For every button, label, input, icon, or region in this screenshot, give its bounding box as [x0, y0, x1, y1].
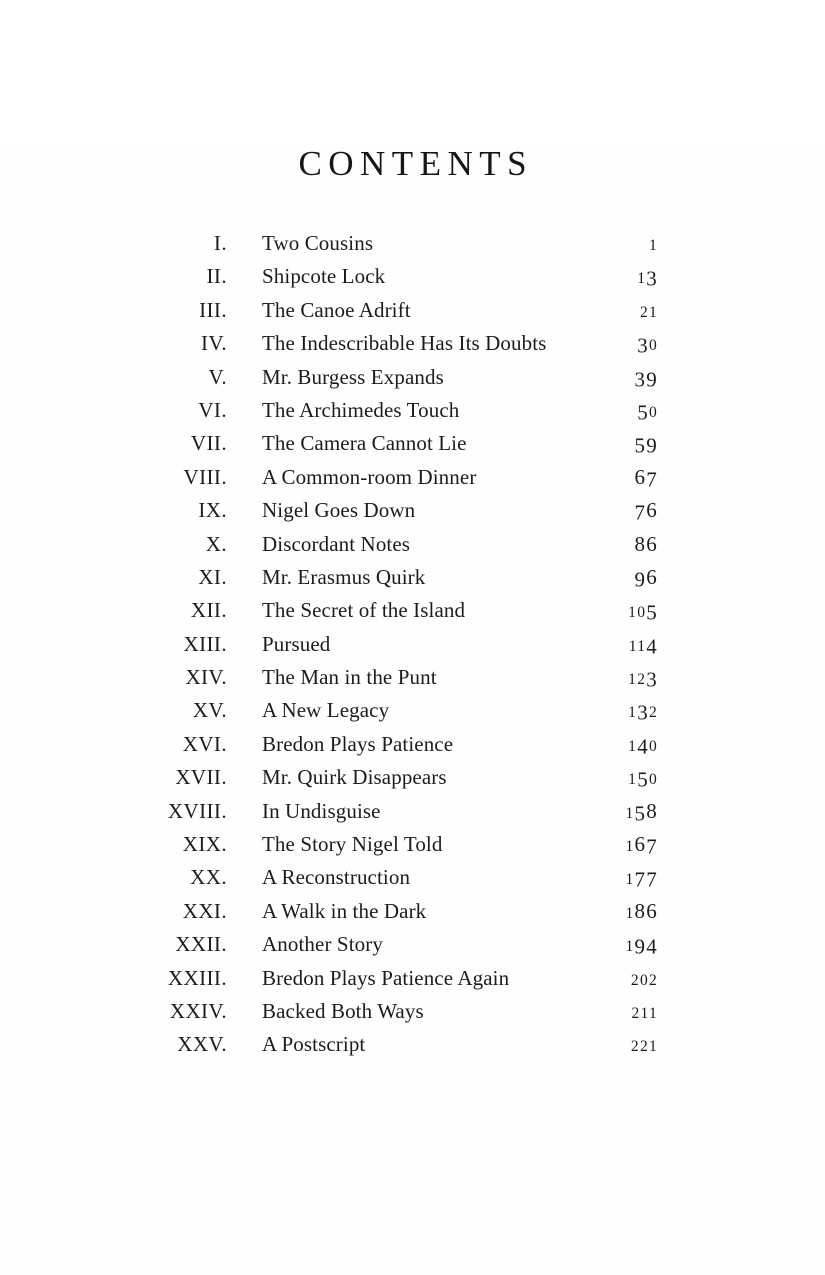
page-title: CONTENTS: [298, 144, 534, 183]
chapter-title: Another Story: [262, 932, 383, 957]
chapter-numeral: IV.: [201, 331, 227, 356]
chapter-title: The Secret of the Island: [262, 598, 466, 623]
chapter-numeral: X.: [205, 531, 227, 556]
chapter-numeral: XXV.: [177, 1032, 227, 1057]
toc-entry: [140, 728, 658, 761]
toc-entry: [140, 327, 658, 360]
toc-entry: [140, 260, 658, 293]
chapter-title: Two Cousins: [262, 231, 374, 255]
toc-entry: [140, 928, 658, 961]
chapter-page-number: 13: [637, 266, 658, 291]
chapter-numeral: XVII.: [175, 765, 227, 790]
chapter-numeral: XIX.: [182, 832, 227, 857]
toc-entry: [140, 294, 658, 327]
chapter-numeral: III.: [199, 297, 227, 322]
toc-entry: [140, 861, 658, 894]
chapter-numeral: XIII.: [183, 631, 227, 656]
chapter-numeral: XXI.: [182, 898, 227, 923]
chapter-title: A New Legacy: [262, 698, 390, 723]
chapter-title: The Story Nigel Told: [262, 832, 443, 857]
chapter-page-number: 39: [634, 366, 658, 391]
chapter-numeral: XX.: [190, 865, 227, 890]
chapter-page-number: 221: [630, 1038, 658, 1056]
chapter-numeral: XXIII.: [167, 965, 227, 990]
chapter-title: Mr. Erasmus Quirk: [262, 564, 426, 589]
chapter-title: Bredon Plays Patience Again: [262, 965, 510, 990]
chapter-page-number: 132: [628, 700, 658, 725]
chapter-title: Discordant Notes: [262, 531, 411, 556]
chapter-page-number: 76: [634, 498, 658, 525]
toc-entry: [140, 427, 658, 460]
chapter-page-number: 96: [634, 564, 658, 592]
chapter-page-number: 50: [637, 400, 658, 425]
chapter-page-number: 86: [634, 531, 658, 556]
chapter-numeral: XII.: [190, 598, 227, 623]
chapter-title: Bredon Plays Patience: [262, 731, 454, 756]
chapter-numeral: VI.: [198, 397, 227, 422]
toc-list: [140, 227, 658, 1062]
chapter-page-number: 1: [648, 237, 658, 254]
chapter-title: The Indescribable Has Its Doubts: [262, 331, 547, 356]
toc-entry: [140, 494, 658, 527]
toc-entry: [140, 1028, 658, 1061]
chapter-page-number: 167: [625, 832, 658, 859]
chapter-numeral: XV.: [192, 698, 227, 723]
toc-entry: [140, 628, 658, 661]
chapter-page-number: 202: [630, 971, 658, 989]
chapter-page-number: 140: [628, 734, 658, 759]
book-contents-page: [0, 146, 825, 1275]
chapter-page-number: 59: [634, 433, 658, 458]
chapter-numeral: XVI.: [182, 731, 227, 756]
chapter-page-number: 67: [634, 464, 658, 492]
chapter-title: The Man in the Punt: [262, 665, 437, 690]
chapter-page-number: 158: [625, 798, 658, 826]
toc-entry: [140, 828, 658, 861]
chapter-page-number: 123: [628, 667, 658, 692]
toc-entry: [140, 227, 658, 260]
chapter-title: A Common-room Dinner: [262, 464, 477, 489]
chapter-numeral: XXII.: [175, 932, 227, 957]
toc-entry: [140, 795, 658, 828]
chapter-numeral: IX.: [198, 498, 227, 523]
chapter-numeral: XI.: [198, 564, 227, 589]
chapter-title: The Camera Cannot Lie: [262, 431, 467, 456]
chapter-numeral: XIV.: [185, 665, 227, 690]
toc-entry: [140, 995, 658, 1028]
toc-entry: [140, 962, 658, 995]
chapter-page-number: 30: [637, 333, 658, 358]
chapter-title: In Undisguise: [262, 798, 381, 823]
chapter-title: The Archimedes Touch: [262, 397, 460, 422]
chapter-title: Mr. Quirk Disappears: [262, 765, 447, 790]
chapter-page-number: 194: [625, 934, 658, 959]
toc-entry: [140, 761, 658, 794]
chapter-title: A Postscript: [262, 1032, 366, 1057]
chapter-page-number: 114: [628, 634, 658, 659]
chapter-title: Pursued: [262, 631, 331, 656]
chapter-numeral: VIII.: [183, 464, 227, 489]
chapter-numeral: XVIII.: [167, 798, 227, 823]
chapter-numeral: V.: [208, 364, 227, 389]
chapter-page-number: 211: [631, 1004, 658, 1022]
chapter-title: A Reconstruction: [262, 865, 411, 890]
chapter-numeral: VII.: [190, 431, 227, 456]
chapter-page-number: 186: [625, 898, 658, 923]
toc-entry: [140, 694, 658, 727]
chapter-title: A Walk in the Dark: [262, 898, 427, 923]
toc-entry: [140, 528, 658, 561]
toc-entry: [140, 361, 658, 394]
toc-entry: [140, 561, 658, 594]
toc-entry: [140, 461, 658, 494]
toc-entry: [140, 895, 658, 928]
chapter-title: Nigel Goes Down: [262, 498, 416, 523]
chapter-page-number: 177: [625, 867, 658, 892]
chapter-numeral: I.: [213, 231, 227, 255]
chapter-title: Backed Both Ways: [262, 998, 424, 1023]
chapter-numeral: II.: [206, 264, 227, 289]
toc-entry: [140, 661, 658, 694]
toc-entry: [140, 594, 658, 627]
chapter-page-number: 105: [628, 600, 658, 625]
toc-entry: [140, 394, 658, 427]
chapter-numeral: XXIV.: [169, 998, 227, 1023]
chapter-title: Shipcote Lock: [262, 264, 386, 289]
chapter-page-number: 21: [639, 303, 658, 321]
chapter-title: The Canoe Adrift: [262, 297, 411, 322]
chapter-title: Mr. Burgess Expands: [262, 364, 444, 389]
chapter-page-number: 150: [628, 767, 658, 792]
